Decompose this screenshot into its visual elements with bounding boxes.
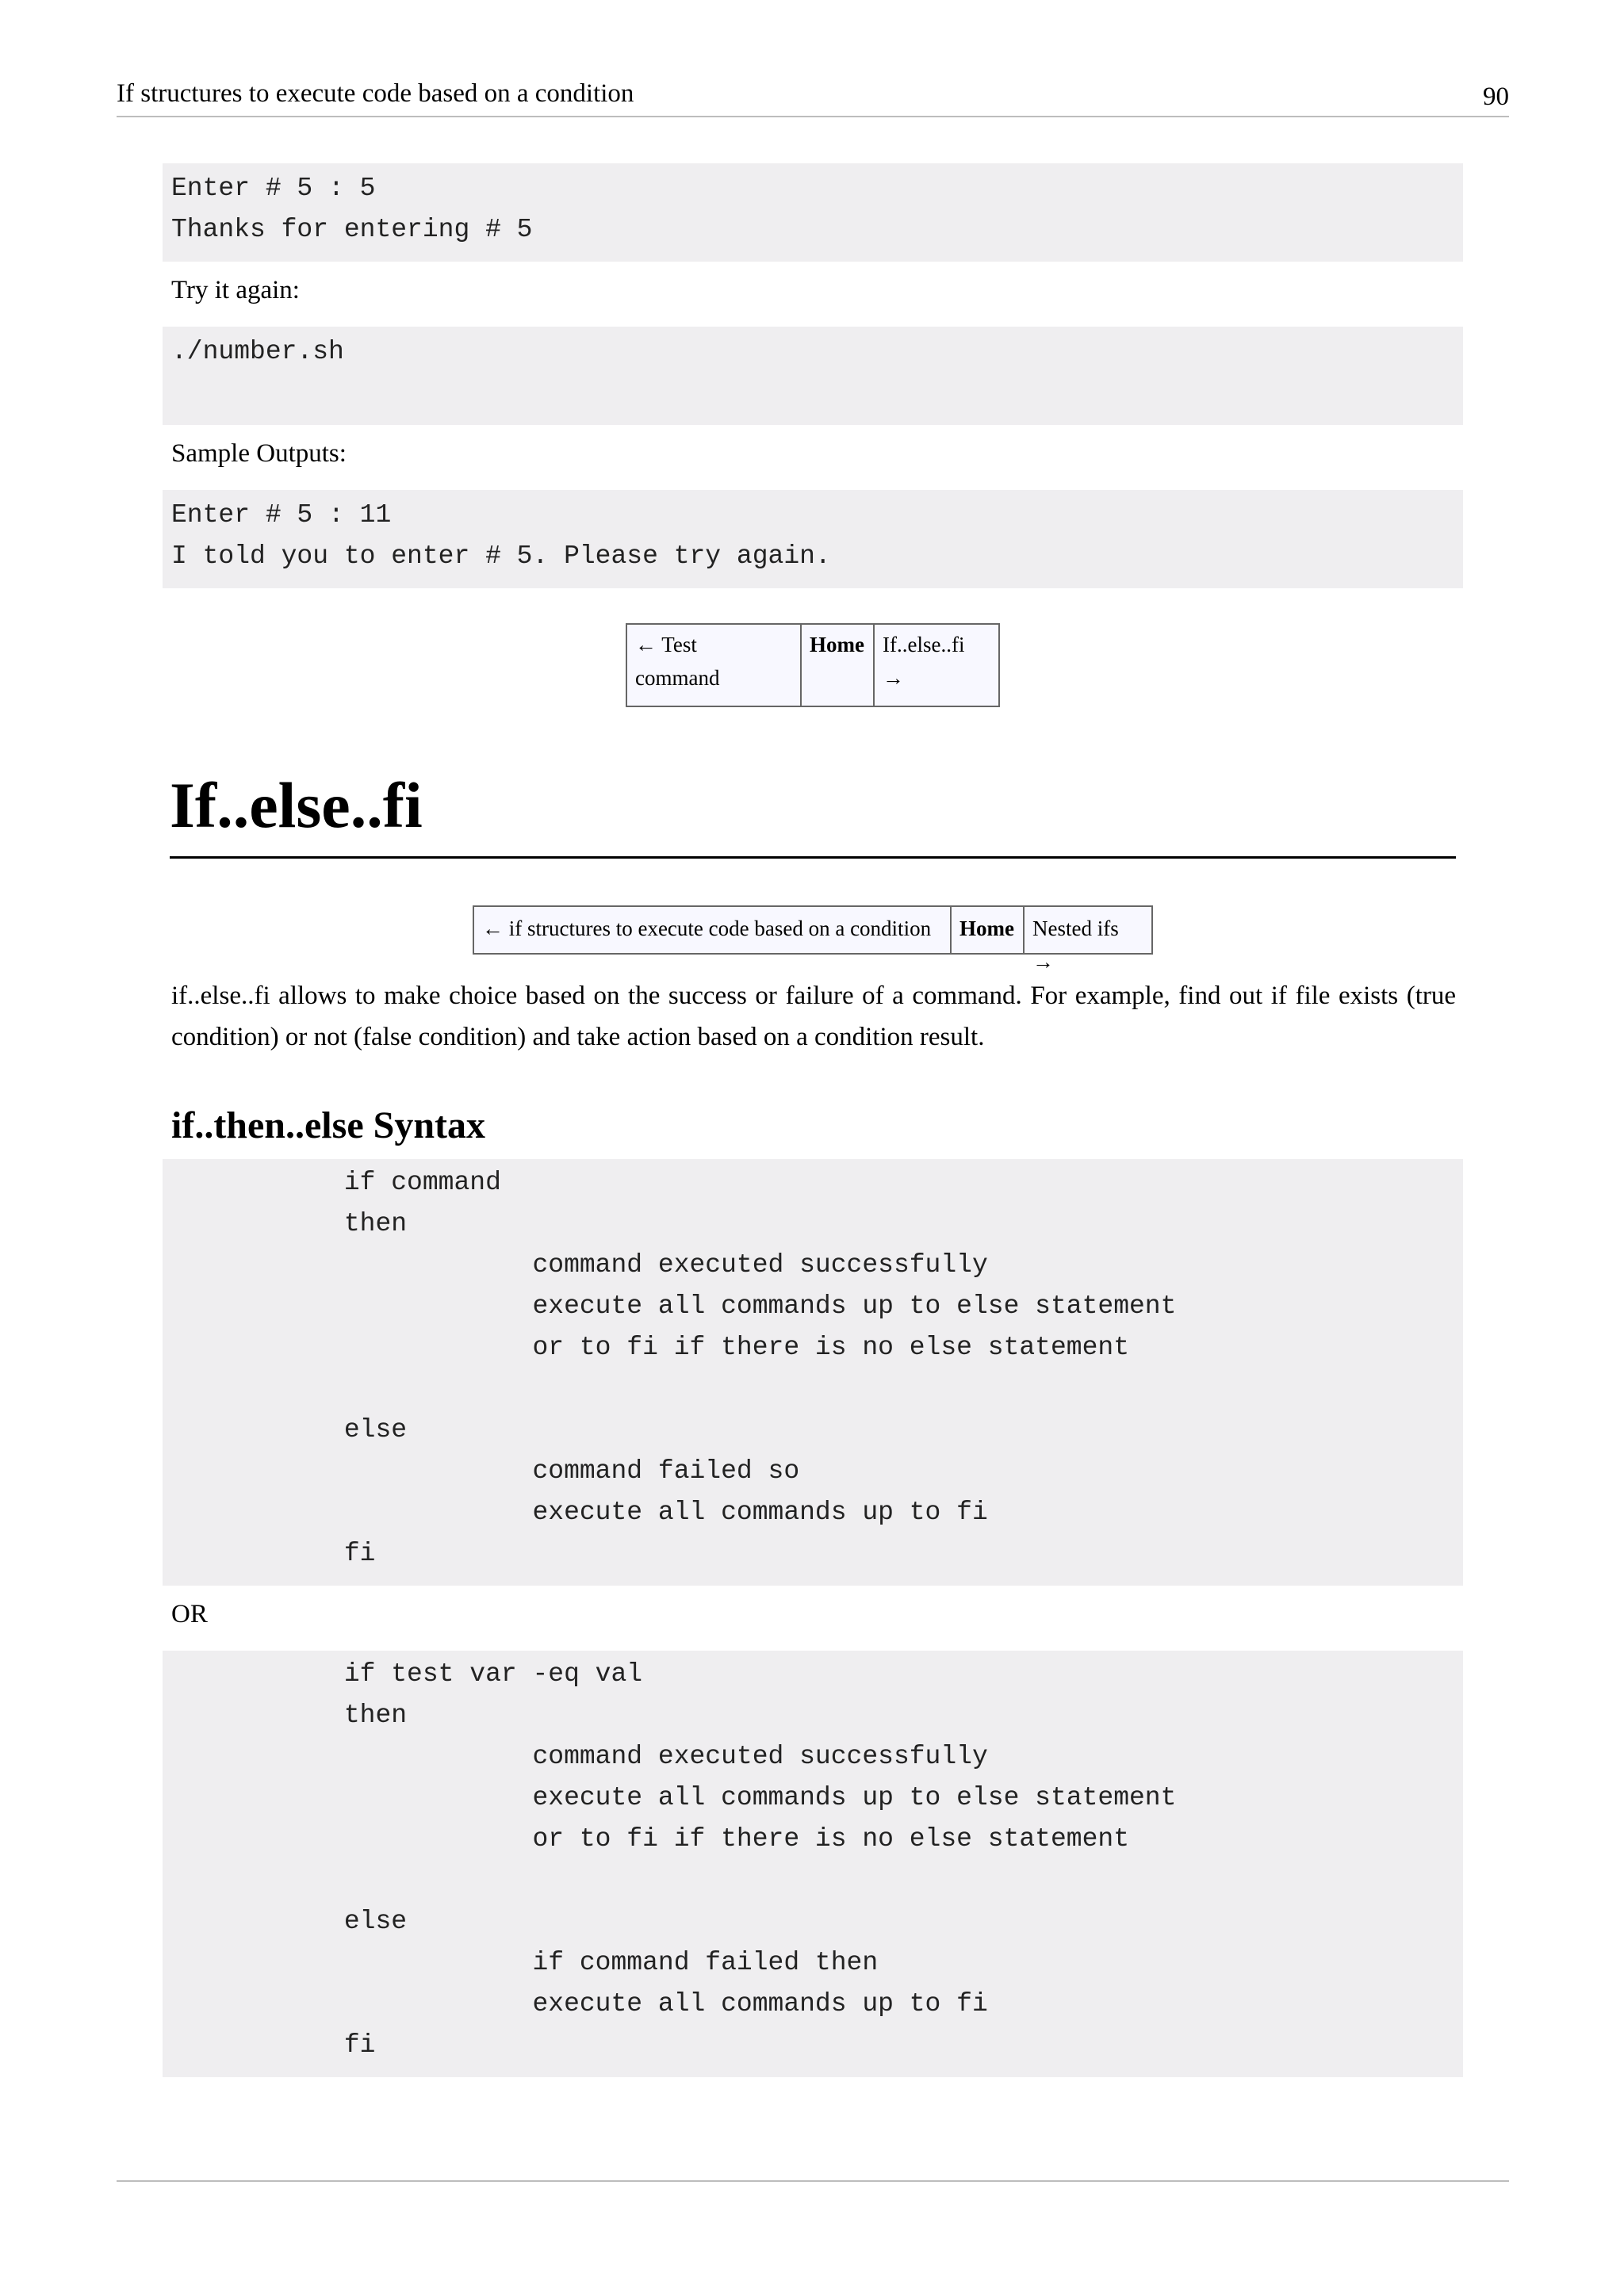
nav-prev-arrow-label: ← Test (635, 633, 697, 656)
sample-outputs-text: Sample Outputs: (171, 439, 347, 468)
page-number: 90 (1483, 82, 1509, 111)
nav-table-top (626, 623, 1000, 707)
syntax-heading: if..then..else Syntax (171, 1104, 485, 1146)
nav-prev-label: command (635, 666, 720, 690)
section-title: If..else..fi (170, 769, 423, 841)
code-line: Enter # 5 : 5 (171, 174, 376, 203)
code-line: ./number.sh (171, 337, 344, 366)
or-label: OR (171, 1600, 208, 1628)
code-line: Thanks for entering # 5 (171, 215, 533, 244)
nav-home-link[interactable]: Home (800, 625, 873, 706)
code-line: or to fi if there is no else statement (171, 1333, 1129, 1362)
code-line: if test var -eq val (171, 1659, 643, 1689)
nav-next-link[interactable]: If..else..fi → (873, 625, 998, 706)
code-line: then (171, 1209, 408, 1238)
syntax-block-1 (163, 1159, 1463, 1586)
code-line: execute all commands up to else statement (171, 1292, 1177, 1321)
code-line: command executed successfully (171, 1250, 988, 1280)
code-line: execute all commands up to else statement (171, 1783, 1177, 1812)
code-line: command executed successfully (171, 1742, 988, 1771)
nav-prev-link[interactable]: ← if structures to execute code based on a condition (482, 916, 932, 940)
intro-paragraph: if..else..fi allows to make choice based on the success or failure of a command. For example, find out if file exists (true condition) or not (false condition) and take action based on a condition result. (171, 982, 1456, 1051)
footer-rule (117, 2180, 1509, 2182)
nav-table-section (473, 905, 1153, 974)
output-block-1 (163, 163, 1463, 262)
code-line (171, 1368, 1463, 1410)
code-line: fi (171, 2030, 376, 2060)
code-line: else (171, 1415, 408, 1445)
code-line: fi (171, 1539, 376, 1568)
command-block (163, 327, 1463, 425)
nav-prev-link[interactable] (627, 625, 800, 706)
code-line: execute all commands up to fi (171, 1498, 988, 1527)
heading-rule (170, 856, 1456, 859)
code-line: execute all commands up to fi (171, 1989, 988, 2019)
code-line: then (171, 1701, 408, 1730)
code-line: or to fi if there is no else statement (171, 1824, 1129, 1854)
nav-next-link[interactable]: Nested ifs → (1023, 907, 1151, 953)
code-line: if command failed then (171, 1948, 879, 1977)
code-line: Enter # 5 : 11 (171, 500, 392, 530)
code-line: if command (171, 1168, 501, 1197)
output-block-2 (163, 490, 1463, 588)
running-title: If structures to execute code based on a condition (117, 79, 634, 108)
code-line: I told you to enter # 5. Please try again. (171, 541, 831, 571)
try-again-text: Try it again: (171, 276, 300, 304)
nav-home-link[interactable]: Home (950, 907, 1023, 953)
code-line: command failed so (171, 1456, 800, 1486)
syntax-block-2 (163, 1651, 1463, 2077)
page-header (117, 76, 1509, 117)
code-line (171, 1860, 1463, 1901)
code-line: else (171, 1907, 408, 1936)
